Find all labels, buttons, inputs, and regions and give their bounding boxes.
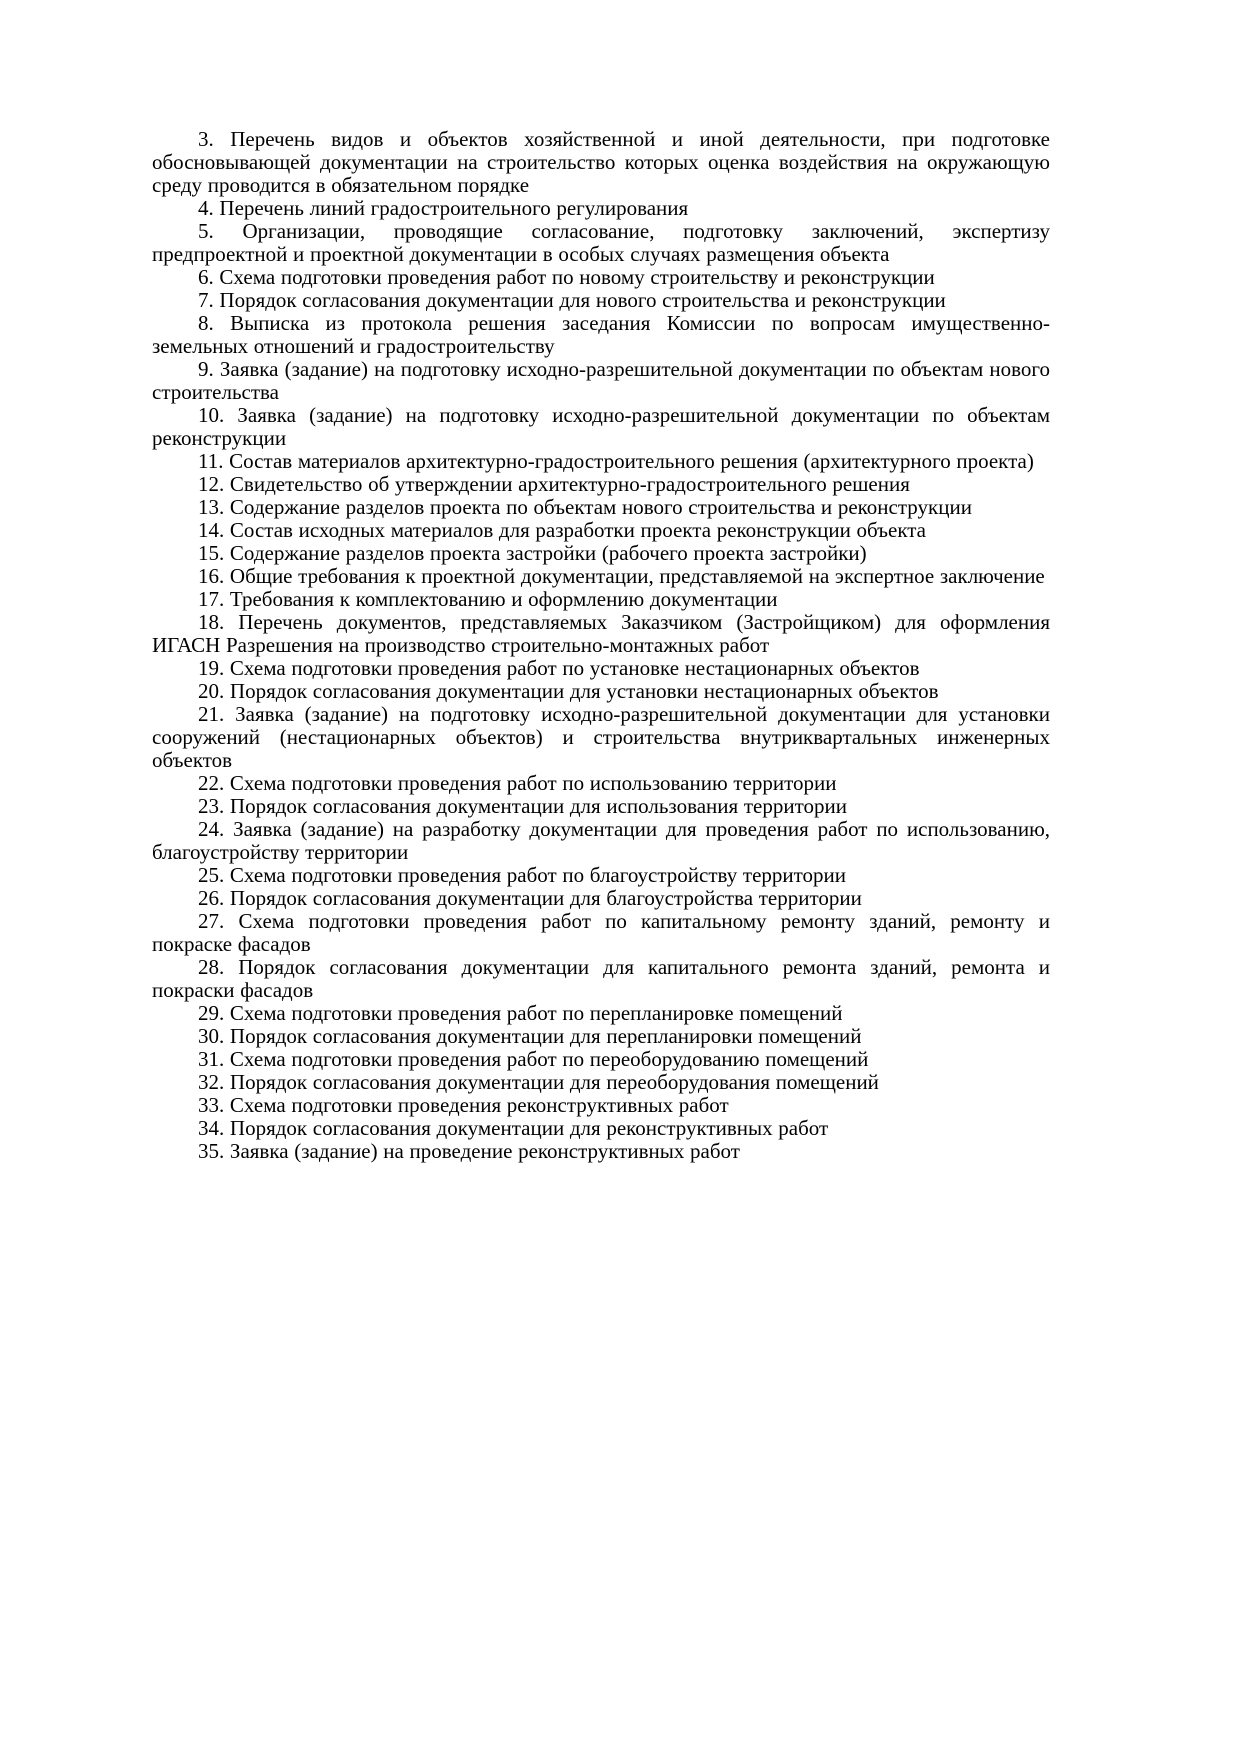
item-text: Схема подготовки проведения работ по новому строительству и реконструкции: [219, 265, 935, 289]
item-number: 23.: [198, 794, 225, 818]
list-item: [152, 818, 1050, 864]
item-text: Схема подготовки проведения работ по перепланировке помещений: [229, 1001, 843, 1025]
list-item: [152, 519, 1050, 542]
item-text: Состав материалов архитектурно-градостроительного решения (архитектурного проекта): [229, 449, 1034, 473]
numbered-list: [152, 128, 1050, 1163]
list-item: [152, 703, 1050, 772]
list-item: [152, 1025, 1050, 1048]
list-item: [152, 1094, 1050, 1117]
item-number: 26.: [198, 886, 225, 910]
list-item: [152, 864, 1050, 887]
item-text: Заявка (задание) на подготовку исходно-разрешительной документации для установки сооружений (нестационарных объектов) и строительства внутриквартальных инженерных объектов: [152, 702, 1050, 772]
item-number: 20.: [198, 679, 225, 703]
item-number: 18.: [198, 610, 225, 634]
list-item: [152, 680, 1050, 703]
item-number: 31.: [198, 1047, 225, 1071]
list-item: [152, 542, 1050, 565]
item-text: Заявка (задание) на подготовку исходно-разрешительной документации по объектам нового строительства: [152, 357, 1051, 404]
list-item: [152, 496, 1050, 519]
list-item: [152, 795, 1050, 818]
list-item: [152, 450, 1050, 473]
item-text: Схема подготовки проведения работ по переоборудованию помещений: [229, 1047, 869, 1071]
item-number: 21.: [198, 702, 225, 726]
item-number: 12.: [198, 472, 225, 496]
list-item: [152, 1002, 1050, 1025]
list-item: [152, 266, 1050, 289]
list-item: [152, 404, 1050, 450]
item-number: 35.: [198, 1139, 225, 1163]
item-text: Порядок согласования документации для переоборудования помещений: [229, 1070, 879, 1094]
item-text: Схема подготовки проведения работ по использованию территории: [229, 771, 837, 795]
item-text: Заявка (задание) на разработку документации для проведения работ по использованию, благоустройству территории: [152, 817, 1051, 864]
item-text: Выписка из протокола решения заседания Комиссии по вопросам имущественно-земельных отношений и градостроительству: [152, 311, 1050, 358]
item-number: 13.: [198, 495, 225, 519]
item-number: 10.: [198, 403, 225, 427]
list-item: [152, 358, 1050, 404]
item-text: Заявка (задание) на подготовку исходно-разрешительной документации по объектам реконструкции: [152, 403, 1050, 450]
item-number: 15.: [198, 541, 225, 565]
item-text: Содержание разделов проекта по объектам нового строительства и реконструкции: [229, 495, 972, 519]
list-item: [152, 197, 1050, 220]
list-item: [152, 657, 1050, 680]
item-text: Состав исходных материалов для разработки проекта реконструкции объекта: [229, 518, 926, 542]
item-text: Порядок согласования документации для реконструктивных работ: [229, 1116, 829, 1140]
item-text: Перечень линий градостроительного регулирования: [219, 196, 689, 220]
item-number: 7.: [198, 288, 214, 312]
item-number: 11.: [198, 449, 224, 473]
list-item: [152, 910, 1050, 956]
item-number: 30.: [198, 1024, 225, 1048]
list-item: [152, 565, 1050, 588]
item-text: Схема подготовки проведения работ по капитальному ремонту зданий, ремонту и покраске фасадов: [152, 909, 1051, 956]
item-number: 34.: [198, 1116, 225, 1140]
item-number: 6.: [198, 265, 214, 289]
item-number: 22.: [198, 771, 225, 795]
list-item: [152, 1048, 1050, 1071]
item-number: 17.: [198, 587, 225, 611]
item-text: Порядок согласования документации для перепланировки помещений: [229, 1024, 862, 1048]
item-text: Общие требования к проектной документации, представляемой на экспертное заключение: [229, 564, 1045, 588]
item-number: 4.: [198, 196, 214, 220]
item-text: Перечень видов и объектов хозяйственной и иной деятельности, при подготовке обосновывающей документации на строительство которых оценка воздействия на окружающую среду проводится в обязательном порядке: [152, 127, 1050, 197]
item-number: 5.: [198, 219, 214, 243]
item-text: Содержание разделов проекта застройки (рабочего проекта застройки): [229, 541, 867, 565]
item-text: Перечень документов, представляемых Заказчиком (Застройщиком) для оформления ИГАСН Разрешения на производство строительно-монтажных работ: [152, 610, 1051, 657]
item-text: Схема подготовки проведения реконструктивных работ: [229, 1093, 729, 1117]
list-item: [152, 1140, 1050, 1163]
item-text: Свидетельство об утверждении архитектурно-градостроительного решения: [229, 472, 910, 496]
item-text: Порядок согласования документации для нового строительства и реконструкции: [219, 288, 946, 312]
item-number: 27.: [198, 909, 225, 933]
item-number: 9.: [198, 357, 214, 381]
item-text: Порядок согласования документации для капитального ремонта зданий, ремонта и покраски фасадов: [152, 955, 1051, 1002]
list-item: [152, 588, 1050, 611]
list-item: [152, 611, 1050, 657]
list-item: [152, 887, 1050, 910]
item-text: Схема подготовки проведения работ по установке нестационарных объектов: [229, 656, 920, 680]
list-item: [152, 1117, 1050, 1140]
item-number: 25.: [198, 863, 225, 887]
item-number: 3.: [198, 127, 214, 151]
list-item: [152, 473, 1050, 496]
list-item: [152, 289, 1050, 312]
item-number: 19.: [198, 656, 225, 680]
item-text: Организации, проводящие согласование, подготовку заключений, экспертизу предпроектной и проектной документации в особых случаях размещения объекта: [152, 219, 1051, 266]
item-text: Порядок согласования документации для использования территории: [229, 794, 847, 818]
item-text: Требования к комплектованию и оформлению документации: [229, 587, 778, 611]
list-item: [152, 312, 1050, 358]
item-number: 32.: [198, 1070, 225, 1094]
list-item: [152, 220, 1050, 266]
list-item: [152, 772, 1050, 795]
item-number: 28.: [198, 955, 225, 979]
item-number: 16.: [198, 564, 225, 588]
item-number: 24.: [198, 817, 225, 841]
item-number: 8.: [198, 311, 214, 335]
item-text: Заявка (задание) на проведение реконструктивных работ: [229, 1139, 740, 1163]
item-number: 33.: [198, 1093, 225, 1117]
item-number: 29.: [198, 1001, 225, 1025]
item-text: Схема подготовки проведения работ по благоустройству территории: [229, 863, 847, 887]
list-item: [152, 128, 1050, 197]
item-text: Порядок согласования документации для благоустройства территории: [229, 886, 862, 910]
list-item: [152, 1071, 1050, 1094]
item-text: Порядок согласования документации для установки нестационарных объектов: [229, 679, 939, 703]
list-item: [152, 956, 1050, 1002]
item-number: 14.: [198, 518, 225, 542]
